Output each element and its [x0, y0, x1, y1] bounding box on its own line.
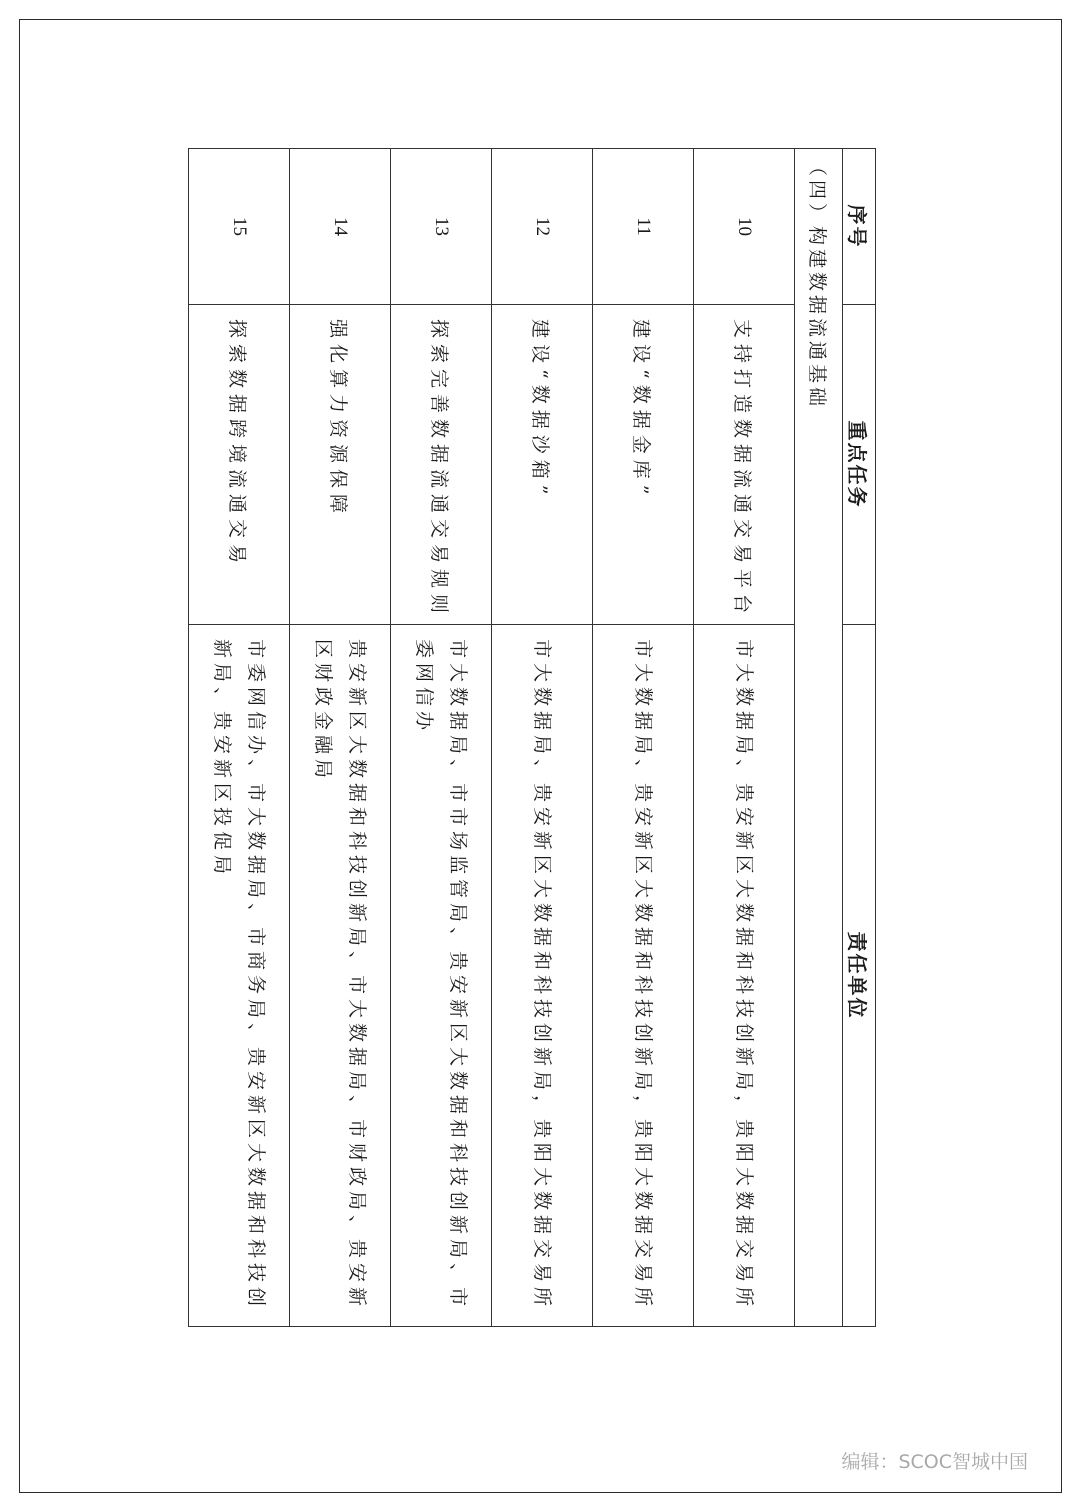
section-title: （四）构建数据流通基础: [795, 149, 843, 1327]
header-seq: 序号: [843, 149, 876, 305]
row-task: 探索完善数据流通交易规则: [391, 305, 492, 625]
row-seq: 10: [694, 149, 795, 305]
row-unit: 市大数据局、贵安新区大数据和科技创新局，贵阳大数据交易所: [694, 625, 795, 1327]
row-unit: 市委网信办、市大数据局、市商务局、贵安新区大数据和科技创新局、贵安新区投促局: [189, 625, 290, 1327]
row-unit: 贵安新区大数据和科技创新局、市大数据局、市财政局、贵安新区财政金融局: [290, 625, 391, 1327]
table-header-row: [843, 149, 876, 1327]
row-seq: 11: [593, 149, 694, 305]
rotated-table-container: [193, 148, 876, 1326]
row-seq: 12: [492, 149, 593, 305]
table-row: [391, 149, 492, 1327]
row-unit: 市大数据局、贵安新区大数据和科技创新局，贵阳大数据交易所: [492, 625, 593, 1327]
table-row: [189, 149, 290, 1327]
row-task: 建设“数据金库”: [593, 305, 694, 625]
section-row: [795, 149, 843, 1327]
table-row: [694, 149, 795, 1327]
key-tasks-table: [188, 148, 876, 1327]
row-task: 探索数据跨境流通交易: [189, 305, 290, 625]
header-task: 重点任务: [843, 305, 876, 625]
table-row: [290, 149, 391, 1327]
row-seq: 14: [290, 149, 391, 305]
table-row: [492, 149, 593, 1327]
table-row: [593, 149, 694, 1327]
row-task: 支持打造数据流通交易平台: [694, 305, 795, 625]
row-task: 建设“数据沙箱”: [492, 305, 593, 625]
row-unit: 市大数据局、市市场监管局、贵安新区大数据和科技创新局、市委网信办: [391, 625, 492, 1327]
header-unit: 责任单位: [843, 625, 876, 1327]
row-seq: 13: [391, 149, 492, 305]
editor-watermark: 编辑：SCOC智城中国: [841, 1451, 1028, 1473]
row-seq: 15: [189, 149, 290, 305]
row-unit: 市大数据局、贵安新区大数据和科技创新局，贵阳大数据交易所: [593, 625, 694, 1327]
row-task: 强化算力资源保障: [290, 305, 391, 625]
